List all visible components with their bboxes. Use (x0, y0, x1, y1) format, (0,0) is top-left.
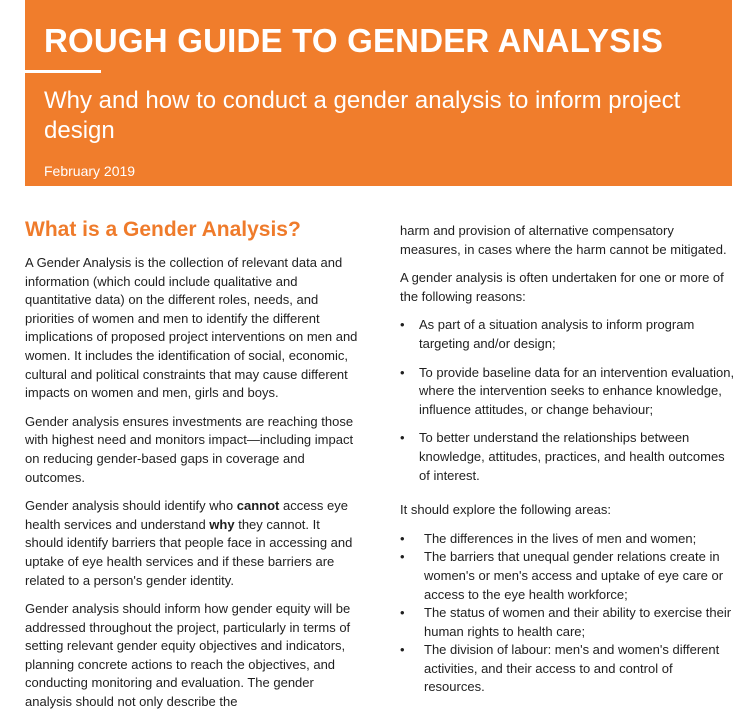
document-title: ROUGH GUIDE TO GENDER ANALYSIS (44, 22, 664, 59)
access-text-1: Gender analysis should identify who (25, 498, 237, 514)
definition-paragraph: A Gender Analysis is the collection of relevant data and information (which could include qualitative and quantitative data) on the different roles, needs, and priorities of women and men to identify the different implications of proposed project interventions on men and women. It includes the identification of social, economic, cultural and political constraints that may cause different impacts on women and men, girls and boys. (25, 255, 358, 401)
access-paragraph (25, 497, 360, 590)
list-item: • To better understand the relationships between knowledge, attitudes, practices, and health outcomes of interest. (400, 429, 735, 485)
list-item: • As part of a situation analysis to inform program targeting and/or design; (400, 316, 735, 353)
areas-intro: It should explore the following areas: (400, 502, 612, 518)
access-emphasis-why: why (209, 516, 235, 532)
equity-paragraph: Gender analysis should inform how gender equity will be addressed throughout the project, particularly in terms of setting relevant gender equity objectives and indicators, planning concrete actions to reach the objectives, and conducting monitoring and evaluation. The gender analysis should not only describe the (25, 601, 351, 710)
access-text-3: they cannot. It should identify barriers that people face in accessing and uptake of eye health services and if these barriers are related to a person's gender identity. (25, 516, 353, 588)
list-item: • The division of labour: men's and women's different activities, and their access to and control of resources. (400, 641, 735, 697)
reasons-list (400, 316, 735, 485)
list-item: • The status of women and their ability to exercise their human rights to health care; (400, 604, 735, 641)
list-item: • The differences in the lives of men and women; (400, 530, 735, 549)
areas-list (400, 530, 735, 697)
access-emphasis-cannot: cannot (236, 498, 280, 514)
left-column (25, 218, 360, 722)
list-item: • To provide baseline data for an intervention evaluation, where the intervention seeks to enhance knowledge, influence attitudes, or change behaviour; (400, 364, 735, 420)
list-item: • The barriers that unequal gender relations create in women's or men's access and uptake of eye care or access to the eye health workforce; (400, 548, 735, 604)
reasons-intro: A gender analysis is often undertaken for one or more of the following reasons: (400, 270, 724, 304)
access-text-2: access eye health services and understand (25, 498, 349, 532)
investment-paragraph: Gender analysis ensures investments are reaching those with highest need and monitors impact—including impact on reducing gender-based gaps in coverage and outcomes. (25, 413, 354, 485)
publication-date: February 2019 (44, 163, 136, 179)
right-column (400, 222, 735, 697)
title-underline (25, 70, 101, 73)
document-subtitle: Why and how to conduct a gender analysis to inform project design (44, 87, 681, 144)
continuation-paragraph: harm and provision of alternative compensatory measures, in cases where the harm cannot be mitigated. (400, 223, 727, 257)
section-heading: What is a Gender Analysis? (25, 218, 301, 241)
header-banner (25, 0, 732, 186)
